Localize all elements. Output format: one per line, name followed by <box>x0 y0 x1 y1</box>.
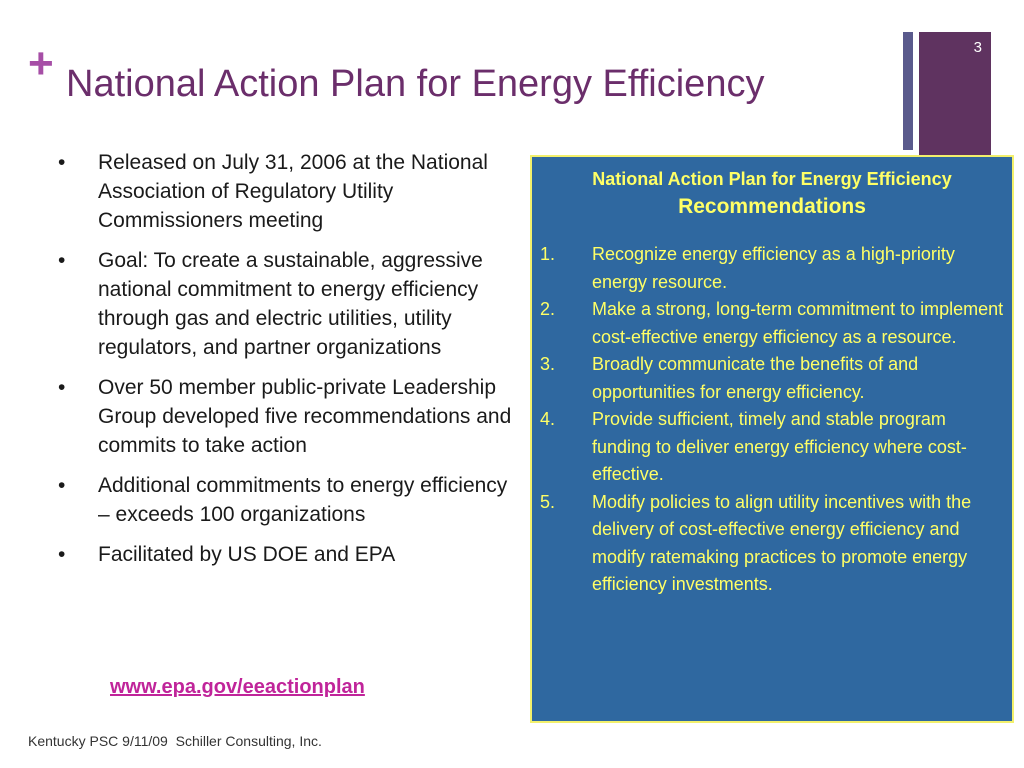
recommendation-text: Modify policies to align utility incentives with the delivery of cost-effective energy efficiency and modify ratemaking practices to promote energy efficiency investments. <box>592 491 972 594</box>
recommendation-text: Provide sufficient, timely and stable program funding to deliver energy efficiency where cost-effective. <box>592 409 967 484</box>
bullet-text: Released on July 31, 2006 at the National Association of Regulatory Utility Commissioners meeting <box>98 151 488 232</box>
recommendations-heading: National Action Plan for Energy Efficiency <box>592 169 952 189</box>
slide-title: National Action Plan for Energy Efficiency <box>66 63 765 105</box>
bullet-marker: • <box>58 474 66 497</box>
recommendation-item <box>540 296 1006 351</box>
bullet-list <box>58 148 523 580</box>
bullet-marker: • <box>58 249 66 272</box>
bullet-item <box>58 373 523 460</box>
bullet-marker: • <box>58 543 66 566</box>
bullet-marker: • <box>58 151 66 174</box>
bullet-text: Additional commitments to energy efficiency – exceeds 100 organizations <box>98 474 508 526</box>
bullet-text: Goal: To create a sustainable, aggressive national commitment to energy efficiency through gas and electric utilities, utility regulators, and partner organizations <box>98 249 483 359</box>
recommendation-item <box>540 406 1006 489</box>
recommendation-item <box>540 489 1006 599</box>
recommendation-text: Recognize energy efficiency as a high-priority energy resource. <box>592 244 955 292</box>
recommendations-box <box>530 155 1014 723</box>
recommendations-subheading: Recommendations <box>678 195 866 218</box>
recommendation-number: 2. <box>540 299 556 319</box>
recommendation-number: 1. <box>540 244 556 264</box>
recommendation-number: 3. <box>540 354 556 374</box>
plus-icon: + <box>28 39 54 88</box>
slide-number: 3 <box>973 39 982 56</box>
epa-link[interactable]: www.epa.gov/eeactionplan <box>110 676 365 698</box>
recommendation-number: 5. <box>540 491 556 512</box>
bullet-text: Facilitated by US DOE and EPA <box>98 543 396 566</box>
accent-bar-thin <box>903 32 913 150</box>
footer-text: Kentucky PSC 9/11/09 Schiller Consulting, Inc. <box>28 733 322 749</box>
recommendation-item <box>540 351 1006 406</box>
bullet-item <box>58 246 523 362</box>
bullet-item <box>58 471 523 529</box>
recommendation-item <box>540 241 1006 296</box>
bullet-marker: • <box>58 376 66 399</box>
bullet-text: Over 50 member public-private Leadership Group developed five recommendations and commits to take action <box>98 376 512 457</box>
bullet-item <box>58 540 523 569</box>
recommendation-number: 4. <box>540 409 556 429</box>
recommendation-text: Make a strong, long-term commitment to implement cost-effective energy efficiency as a resource. <box>592 299 1004 347</box>
recommendation-text: Broadly communicate the benefits of and opportunities for energy efficiency. <box>592 354 919 402</box>
recommendations-list <box>540 241 1006 599</box>
bullet-item <box>58 148 523 235</box>
